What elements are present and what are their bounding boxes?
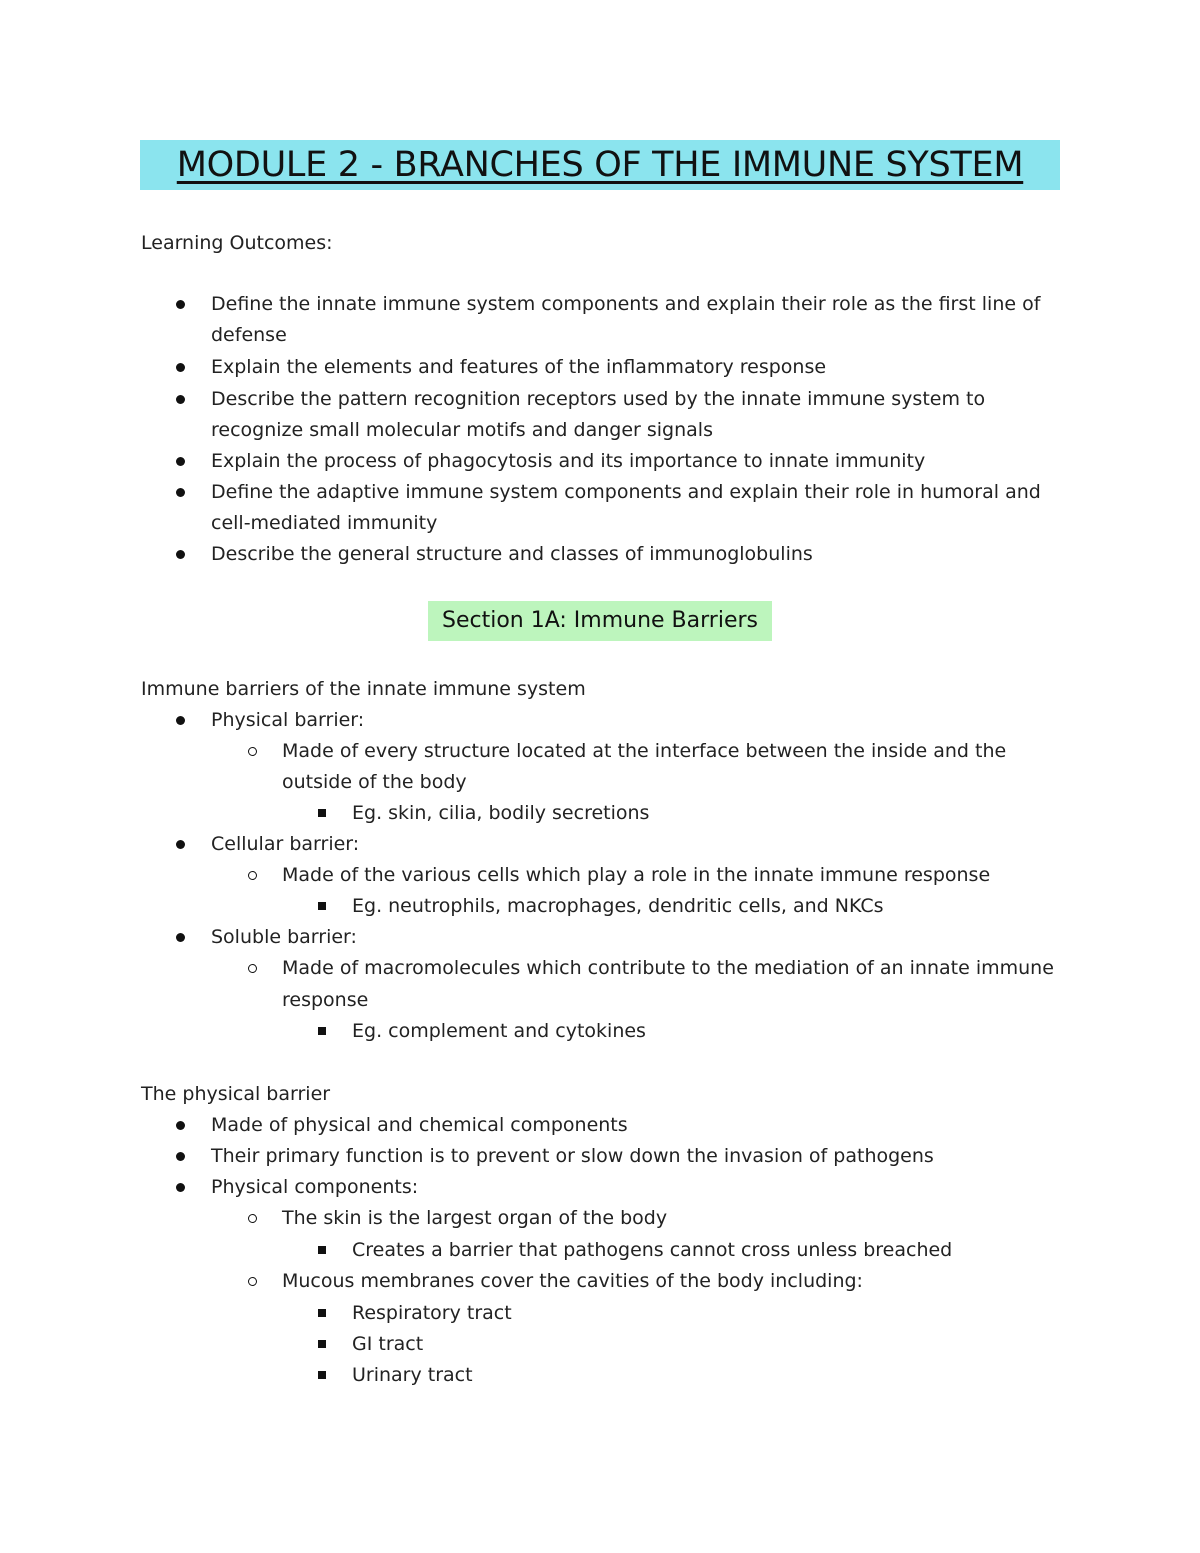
bullet-square-icon (318, 1027, 326, 1035)
bullet-circle-icon (248, 1277, 257, 1286)
physical-barrier-intro: The physical barrier (141, 1083, 331, 1105)
outcome-item-1-line-2: defense (211, 324, 287, 346)
physical-barrier-desc-line-2: outside of the body (282, 771, 467, 793)
bullet-circle-icon (248, 964, 257, 973)
learning-outcomes-heading: Learning Outcomes: (141, 232, 333, 254)
outcome-item-5-line-1: Define the adaptive immune system components and explain their role in humoral and (211, 481, 1041, 503)
physical-barrier-desc-line-1: Made of every structure located at the interface between the inside and the (282, 740, 1007, 762)
bullet-square-icon (318, 1371, 326, 1379)
bullet-circle-icon (248, 747, 257, 756)
bullet-dot-icon (176, 716, 185, 725)
outcome-item-1-line-1: Define the innate immune system components and explain their role as the first line of (211, 293, 1041, 315)
outcome-item-6: Describe the general structure and classes of immunoglobulins (211, 543, 813, 565)
skin-point: The skin is the largest organ of the body (282, 1207, 668, 1229)
bullet-square-icon (318, 1340, 326, 1348)
bullet-dot-icon (176, 488, 185, 497)
physical-barrier-label: Physical barrier: (211, 709, 365, 731)
barriers-intro: Immune barriers of the innate immune system (141, 678, 586, 700)
mucous-point: Mucous membranes cover the cavities of the body including: (282, 1270, 863, 1292)
bullet-circle-icon (248, 871, 257, 880)
module-title: MODULE 2 - BRANCHES OF THE IMMUNE SYSTEM (140, 140, 1060, 190)
soluble-barrier-desc-line-1: Made of macromolecules which contribute to the mediation of an innate immune (282, 957, 1054, 979)
skin-detail: Creates a barrier that pathogens cannot cross unless breached (352, 1239, 953, 1261)
cellular-barrier-desc: Made of the various cells which play a role in the innate immune response (282, 864, 991, 886)
physical-barrier-example: Eg. skin, cilia, bodily secretions (352, 802, 650, 824)
tract-item-gi: GI tract (352, 1333, 424, 1355)
bullet-dot-icon (176, 933, 185, 942)
cellular-barrier-label: Cellular barrier: (211, 833, 360, 855)
physical-point-1: Made of physical and chemical components (211, 1114, 628, 1136)
outcome-item-3-line-1: Describe the pattern recognition receptors used by the innate immune system to (211, 388, 986, 410)
bullet-square-icon (318, 1309, 326, 1317)
bullet-dot-icon (176, 457, 185, 466)
section-heading: Section 1A: Immune Barriers (428, 601, 772, 641)
soluble-barrier-label: Soluble barrier: (211, 926, 357, 948)
bullet-dot-icon (176, 395, 185, 404)
cellular-barrier-example: Eg. neutrophils, macrophages, dendritic cells, and NKCs (352, 895, 884, 917)
bullet-dot-icon (176, 1152, 185, 1161)
bullet-dot-icon (176, 1183, 185, 1192)
bullet-circle-icon (248, 1214, 257, 1223)
outcome-item-2: Explain the elements and features of the inflammatory response (211, 356, 827, 378)
physical-point-3: Physical components: (211, 1176, 419, 1198)
soluble-barrier-desc-line-2: response (282, 989, 369, 1011)
bullet-dot-icon (176, 550, 185, 559)
bullet-dot-icon (176, 363, 185, 372)
physical-point-2: Their primary function is to prevent or slow down the invasion of pathogens (211, 1145, 934, 1167)
bullet-square-icon (318, 902, 326, 910)
bullet-square-icon (318, 1246, 326, 1254)
tract-item-respiratory: Respiratory tract (352, 1302, 512, 1324)
soluble-barrier-example: Eg. complement and cytokines (352, 1020, 646, 1042)
bullet-dot-icon (176, 840, 185, 849)
tract-item-urinary: Urinary tract (352, 1364, 473, 1386)
outcome-item-5-line-2: cell-mediated immunity (211, 512, 438, 534)
outcome-item-4: Explain the process of phagocytosis and its importance to innate immunity (211, 450, 926, 472)
bullet-dot-icon (176, 1121, 185, 1130)
bullet-square-icon (318, 809, 326, 817)
bullet-dot-icon (176, 300, 185, 309)
outcome-item-3-line-2: recognize small molecular motifs and danger signals (211, 419, 713, 441)
